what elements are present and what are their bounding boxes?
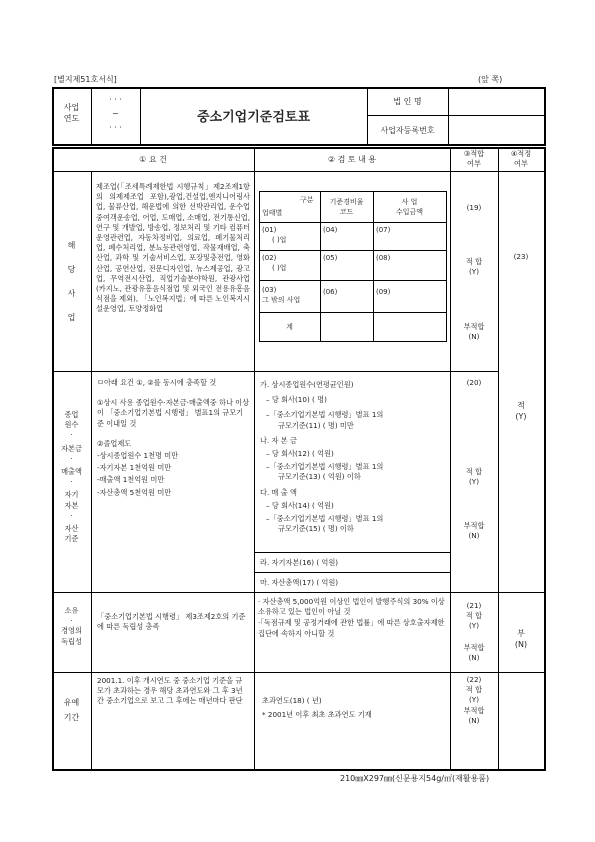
table-row-1-code[interactable]: (04) [323, 226, 338, 234]
grace-fit-code: (22) [466, 675, 482, 684]
scale-fit-code: (20) [466, 378, 482, 387]
col-header-requirement: ① 요 건 [139, 155, 167, 164]
row-label-scale: 종업 원수 · 자본금 · 매출액 · 자기 자본 · 자산 기준 [61, 410, 82, 544]
industry-requirement-text: 제조업(「조세특례제한법 시행규칙」제2조제1항의 의제제조업 포함),광업,건설업,엔지니어링사업, 물류산업, 해운법에 의한 선박관리업, 운수업중여객운송업, 어업, 도매업, 소매업, 전기통신업, 연구 및 개발업, 방송업, 정보처리 및 기타 컴퓨터운영관련업, 자동차정비업, 의료업, 폐기물처리업, 폐수처리업, 분뇨등관련영업, 작물재배업, 축산업, 과학 및 기술서비스업, 포장및충전업, 영화산업, 공연산업, 전문디자인업, 뉴스제공업, 광고업, 무역전시산업, 직업기술분야학원, 관광사업(카지노, 관광유흥음식점업 및 외국인 전용유흥음식점을 제외), 「노인복지법」에 따른 노인복지시설운영업, 토양정화업 [96, 182, 250, 314]
row-label-grace: 유예 기간 [63, 698, 80, 722]
col-header-fit: ③적합 여부 [463, 149, 485, 169]
table-header-code: 기준경비율 코드 [329, 198, 364, 216]
scale-review[interactable]: 가. 상시종업원수(연평균인원) – 당 회사(10) ( 명) –「중소기업기본법 시행령」별표 1의 규모기준(11) ( 명) 미만 나. 자 본 금 – 당 회사(12) ( 억원) –「중소기업기본법 시행령」별표 1의 규모기준(13) ( 억원) 이하 다. 매 출 액 – 당 회사(14) ( 억원) –「중소기업기본법 시행령」별표 1의 규모기준(15) ( 명) 이하 [260, 380, 384, 534]
independence-review: · 자산총액 5,000억원 이상인 법인이 발행주식의 30% 이상 소유하고 있는 법인이 아닐 것 ·「독점규제 및 공정거래에 관한 법률」에 따른 상호출자제한집단에 속하지 아니할 것 [258, 597, 445, 638]
table-corner-bottom: 업태별 [262, 209, 283, 217]
overall-code: (23) [513, 252, 529, 261]
grace-requirement: 2001.1. 이후 개시연도 중 중소기업 기준을 규모가 초과하는 경우 해당 초과연도와 그 후 3년간 중소기업으로 보고 그 후에는 매년마다 판단 [97, 676, 243, 706]
col-header-review: ② 검 토 내 용 [327, 155, 377, 164]
grace-fit-yes[interactable]: 적 합 (Y) [465, 685, 483, 705]
scale-requirement: ㅁ아래 요건 ①, ②를 동시에 충족할 것 ①상시 사용 종업원수·자본금·매출액중 하나 이상이 「중소기업기본법 시행령」 별표1의 규모기준 이내일 것 ②졸업제도 -상시종업원수 1천명 미만 -자기자본 1천억원 미만 -매출액 1천억원 미만 -자산총액 5천억원 미만 [97, 378, 250, 497]
table-row-1-type[interactable]: (01) ( )업 [262, 226, 287, 244]
paper-spec-footer: 210㎜X297㎜(신문용지54g/㎡(재활용품) [340, 774, 490, 783]
table-total-label: 계 [286, 323, 293, 331]
business-year-range[interactable]: · · · ~ · · · [109, 95, 122, 132]
table-header-revenue: 사 업 수입금액 [395, 198, 424, 216]
industry-fit-no[interactable]: 부적합 (N) [463, 322, 485, 342]
table-row-3-type[interactable]: (03) 그 밖의 사업 [262, 286, 301, 304]
total-assets-field[interactable]: 마. 자산총액(17) ( 억원) [260, 578, 339, 587]
industry-fit-yes[interactable]: 적 합 (Y) [465, 257, 483, 277]
independence-fit-yes[interactable]: 적 합 (Y) [465, 611, 483, 631]
biz-reg-label: 사업자등록번호 [380, 126, 435, 135]
col-header-adequacy: ④적정 여부 [510, 149, 532, 169]
table-row-2-code[interactable]: (05) [323, 254, 338, 262]
table-row-2-revenue[interactable]: (08) [376, 254, 391, 262]
corp-name-field[interactable] [449, 88, 544, 115]
scale-fit-no[interactable]: 부적합 (N) [463, 521, 485, 541]
overall-adequate[interactable]: 적 (Y) [515, 401, 527, 421]
independence-fit-code: (21) [466, 601, 482, 610]
overall-not-adequate[interactable]: 부 (N) [514, 629, 528, 649]
table-corner-top: 구분 [300, 196, 314, 204]
table-row-3-revenue[interactable]: (09) [376, 288, 391, 296]
table-row-1-revenue[interactable]: (07) [376, 226, 391, 234]
row-label-independence: 소유 · 경영의 독립성 [61, 606, 82, 646]
grace-review[interactable]: 초과연도(18) ( 년) * 2001년 이후 최초 초과연도 기재 [262, 696, 372, 720]
grace-fit-no[interactable]: 부적합 (N) [463, 706, 485, 726]
table-row-3-code[interactable]: (06) [323, 288, 338, 296]
scale-fit-yes[interactable]: 적 합 (Y) [465, 467, 483, 487]
year-label: 사업 연도 [63, 103, 80, 123]
form-number-label: [별지제51호서식] [54, 75, 117, 84]
independence-fit-no[interactable]: 부적합 (N) [463, 643, 485, 663]
industry-fit-code: (19) [466, 203, 482, 212]
page-side-label: (앞 쪽) [478, 75, 503, 84]
independence-requirement: 「중소기업기본법 시행령」 제3조제2호의 기준에 따른 독립성 충족 [97, 612, 246, 632]
corp-name-label: 법 인 명 [393, 97, 422, 106]
equity-field[interactable]: 라. 자기자본(16) ( 억원) [260, 558, 339, 567]
biz-reg-field[interactable] [449, 116, 544, 144]
page-title: 중소기업기준검토표 [196, 110, 311, 125]
row-label-industry: 해 당 사 업 [67, 241, 76, 322]
table-row-2-type[interactable]: (02) ( )업 [262, 254, 287, 272]
